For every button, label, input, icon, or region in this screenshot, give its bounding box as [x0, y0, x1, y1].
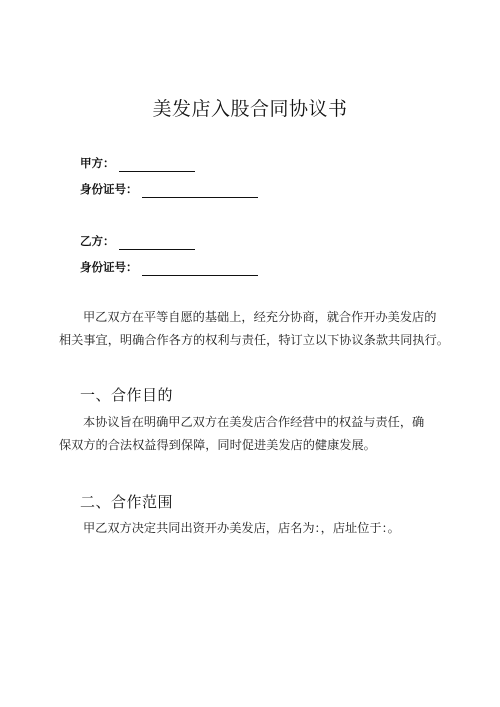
document-title: 美发店入股合同协议书	[152, 98, 348, 120]
party-a-blank-line	[119, 157, 195, 172]
section-1-line-1: 本协议旨在明确甲乙双方在美发店合作经营中的权益与责任，确	[83, 415, 425, 429]
section-1-line-2: 保双方的合法权益得到保障，同时促进美发店的健康发展。	[59, 438, 376, 452]
party-a-id-label: 身份证号：	[80, 182, 138, 196]
party-a-id-field	[80, 180, 258, 198]
section-1-paragraph	[59, 411, 451, 457]
party-b-id-field	[80, 258, 258, 276]
section-2-line-1: 甲乙双方决定共同出资开办美发店，店名为：，店址位于：。	[83, 521, 400, 535]
section-2-heading: 二、合作范围	[80, 493, 174, 511]
party-a-id-blank-line	[142, 183, 258, 198]
party-b-field	[80, 232, 195, 250]
section-2-paragraph	[59, 517, 451, 540]
intro-line-2: 相关事宜，明确合作各方的权利与责任，特订立以下协议条款共同执行。	[59, 333, 449, 347]
party-b-id-blank-line	[142, 261, 258, 276]
party-b-blank-line	[119, 235, 195, 250]
party-b-label: 乙方：	[80, 234, 115, 248]
party-a-field	[80, 154, 195, 172]
intro-line-1: 甲乙双方在平等自愿的基础上，经充分协商，就合作开办美发店的	[83, 310, 437, 324]
party-b-id-label: 身份证号：	[80, 260, 138, 274]
intro-paragraph	[59, 306, 451, 352]
section-1-heading: 一、合作目的	[80, 386, 174, 404]
party-a-label: 甲方：	[80, 156, 115, 170]
